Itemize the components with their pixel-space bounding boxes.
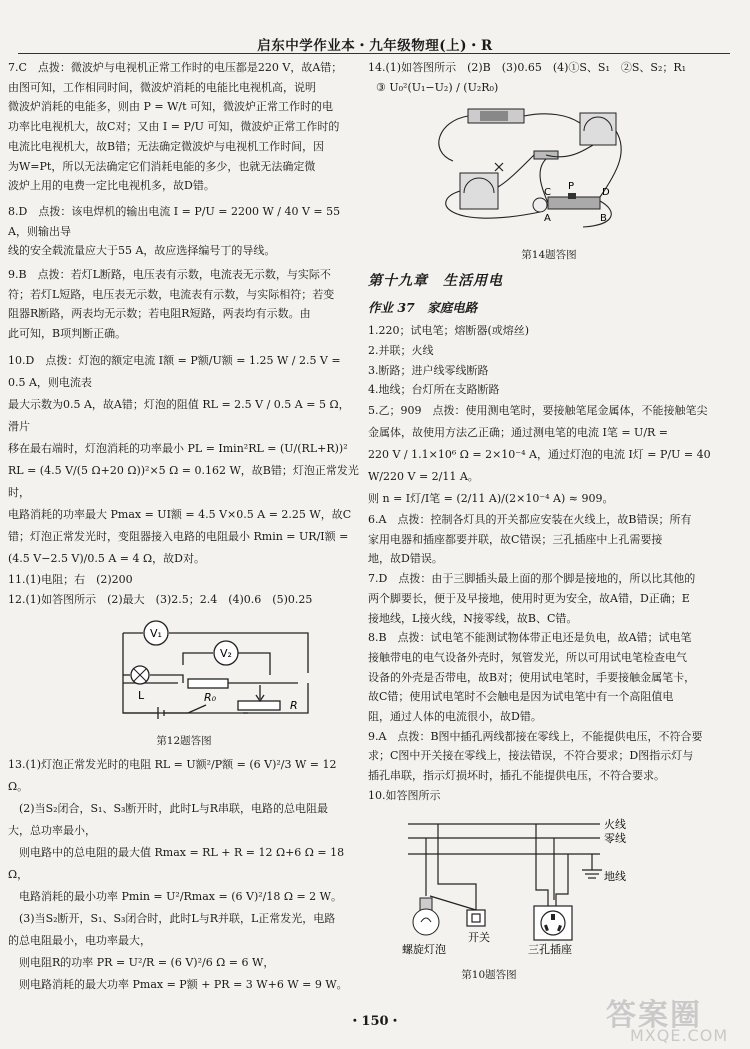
text-line: 7.C 点拨：微波炉与电视机正常工作时的电压都是220 V，故A错；	[8, 61, 343, 74]
answer-6	[368, 510, 730, 569]
answer-5	[368, 400, 730, 510]
text-line: 接触带电的电气设备外壳时，氖管发光，所以可用试电笔检查电气	[368, 650, 687, 664]
text-line: 9.B 点拨：若灯L断路，电压表有示数，电流表无示数，与实际不	[8, 268, 331, 282]
text-line: RL = (4.5 V/(5 Ω+20 Ω))²×5 Ω = 0.162 W，故B错；灯泡正常发光时，	[8, 463, 359, 499]
resistor-r0-label: R₀	[204, 691, 217, 705]
answer-q9	[8, 265, 360, 344]
text-line: 电路消耗的最小功率 Pmin = U²/Rmax = (6 V)²/18 Ω = 2 W。	[8, 889, 342, 903]
text-line: 大，总功率最小，	[8, 823, 96, 837]
answer-7	[368, 569, 730, 628]
text-line: 电路消耗的功率最大 Pmax = UI额 = 4.5 V×0.5 A = 2.25 W，故C	[8, 507, 352, 521]
text-line: 故C错；使用试电笔时不会触电是因为试电笔中有一个高阻值电	[368, 690, 674, 704]
answer-q7	[8, 58, 360, 196]
text-line: 求；C图中开关接在零线上，接法错误，不符合要求；D图指示灯与	[368, 749, 694, 763]
header-title: 启东中学作业本・九年级物理(上)・R	[257, 38, 493, 54]
answer-10: 10.如答图所示	[368, 788, 441, 802]
text-line: 则 n = I灯/I笔 = (2/11 A)/(2×10⁻⁴ A) ≈ 909。	[368, 492, 614, 506]
text-line: 为W=Pt，所以无法确定它们消耗电能的多少，也就无法确定微	[8, 159, 316, 173]
answer-q11: 11.(1)电阻；右 (2)200	[8, 572, 133, 586]
socket-label: 三孔插座	[528, 942, 572, 956]
terminal-d-label: D	[602, 187, 610, 199]
text-line: 设备的外壳是否带电，故B对；使用试电笔时，手要接触金属笔卡，	[368, 670, 696, 684]
text-line: 最大示数为0.5 A，故A错；灯泡的阻值 RL = 2.5 V / 0.5 A = 5 Ω，滑片	[8, 397, 350, 433]
text-line: 10.D 点拨：灯泡的额定电流 I额 = P额/U额 = 1.25 W / 2.5 V = 0.5 A，则电流表	[8, 353, 345, 389]
switch-label: 开关	[468, 930, 490, 944]
text-line: 移在最右端时，灯泡消耗的功率最小 PL = Imin²RL = (U/(RL+R))²	[8, 441, 348, 455]
figure-14-caption: 第14题答图	[521, 249, 577, 262]
text-line: 地，故D错误。	[368, 552, 443, 566]
left-column	[8, 58, 360, 996]
text-line: 5.乙；909 点拨：使用测电笔时，要接触笔尾金属体，不能接触笔尖	[368, 404, 708, 418]
voltmeter-v2-label: V₂	[220, 647, 232, 661]
figure-12	[8, 613, 360, 751]
header-rule	[18, 53, 730, 54]
text-line: 则电阻R的功率 PR = U²/R = (6 V)²/6 Ω = 6 W，	[8, 955, 275, 969]
terminal-c-label: C	[544, 187, 551, 199]
answer-4: 4.地线；台灯所在支路断路	[368, 383, 500, 397]
lamp-label: L	[138, 689, 145, 703]
text-line: 7.D 点拨：由于三脚插头最上面的那个脚是接地的，所以比其他的	[368, 572, 696, 586]
bulb-label: 螺旋灯泡	[402, 942, 446, 956]
text-line: 家用电器和插座都要并联，故C错误；三孔插座中上孔需要接	[368, 532, 663, 546]
text-line: 金属体，故使用方法乙正确；通过测电笔的电流 I笔 = U/R =	[368, 426, 669, 440]
slider-p-label: P	[568, 181, 575, 193]
text-line: (4.5 V−2.5 V)/0.5 A = 4 Ω，故D对。	[8, 551, 205, 565]
answer-q12: 12.(1)如答图所示 (2)最大 (3)2.5；2.4 (4)0.6 (5)0.25	[8, 592, 313, 606]
text-line: 6.A 点拨：控制各灯具的开关都应安装在火线上，故B错误；所有	[368, 513, 692, 527]
chapter-title: 第十九章 生活用电	[368, 272, 503, 289]
answer-q8	[8, 202, 360, 261]
answer-q13	[8, 754, 360, 996]
text-line: 220 V / 1.1×10⁶ Ω = 2×10⁻⁴ A，通过灯泡的电流 I灯 = P/U = 40 W/220 V = 2/11 A。	[368, 448, 715, 484]
text-line: 波炉上用的电费一定比电视机多，故D错。	[8, 179, 215, 193]
text-line: 接地线，L接火线，N接零线，故B、C错。	[368, 611, 578, 625]
figure-12-caption: 第12题答图	[156, 734, 212, 747]
text-line: 错；灯泡正常发光时，变阻器接入电路的电阻最小 Rmin = UR/I额 =	[8, 529, 349, 543]
text-line: (3)当S₂断开，S₁、S₃闭合时，此时L与R并联，L正常发光，电路	[8, 911, 336, 925]
rheostat-label: R	[290, 699, 298, 713]
text-line: (2)当S₂闭合，S₁、S₃断开时，此时L与R串联，电路的总电阻最	[8, 801, 329, 815]
text-line: 13.(1)灯泡正常发光时的电阻 RL = U额²/P额 = (6 V)²/3 W = 12 Ω。	[8, 757, 341, 793]
answer-2: 2.并联；火线	[368, 343, 434, 357]
text-line: 9.A 点拨：B图中插孔两线都接在零线上，不能提供电压，不符合要	[368, 729, 703, 743]
neutral-wire-label: 零线	[604, 831, 626, 845]
voltmeter-v1-label: V₁	[150, 627, 162, 641]
section-title: 作业 37 家庭电路	[368, 299, 478, 315]
answer-8	[368, 628, 730, 727]
watermark-url: MXQE.COM	[630, 1026, 729, 1045]
answer-9	[368, 727, 730, 786]
page-number: ・150・	[348, 1014, 402, 1029]
ground-wire-label: 地线	[604, 869, 626, 883]
household-circuit-10	[368, 810, 728, 960]
answer-q14: 14.(1)如答图所示 (2)B (3)0.65 (4)①S、S₁ ②S、S₂；R₁	[368, 61, 687, 74]
text-line: 功率比电视机大，故C对；又由 I = P/U 可知，微波炉正常工作时的	[8, 120, 340, 134]
text-line: 则电路消耗的最大功率 Pmax = P额 + PR = 3 W+6 W = 9 W。	[8, 977, 348, 991]
text-line: 阻器R断路，两表均无示数；若电阻R短路，两表均有示数。由	[8, 307, 311, 321]
live-wire-label: 火线	[604, 817, 626, 831]
answer-q14-formula: ③ U₀²(U₁−U₂) / (U₂R₀)	[376, 80, 499, 94]
answer-q10	[8, 350, 360, 570]
text-line: 符；若灯L短路，电压表无示数，电流表有示数，与实际相符；若变	[8, 287, 335, 301]
terminal-b-label: B	[600, 213, 607, 225]
text-line: 此可知，B项判断正确。	[8, 327, 127, 341]
figure-10-caption: 第10题答图	[461, 969, 517, 982]
text-line: 微波炉消耗的电能多，则由 P = W/t 可知，微波炉正常工作时的电	[8, 100, 334, 114]
text-line: 8.B 点拨：试电笔不能测试物体带正电还是负电，故A错；试电笔	[368, 631, 692, 645]
figure-10	[368, 810, 730, 986]
text-line: 由图可知，工作相同时间，微波炉消耗的电能比电视机高，说明	[8, 80, 316, 94]
text-line: 则电路中的总电阻的最大值 Rmax = RL + R = 12 Ω+6 Ω = 18 Ω，	[8, 845, 348, 881]
page-header	[0, 0, 750, 56]
text-line: 插孔串联，指示灯损坏时，插孔不能提供电压，不符合要求。	[368, 769, 665, 783]
watermark-logo: 答案圈	[606, 998, 702, 1033]
terminal-a-label: A	[544, 213, 551, 225]
answer-3: 3.断路；进户线零线断路	[368, 363, 489, 377]
text-line: 线的安全载流量应大于55 A，故应选择编号丁的导线。	[8, 244, 276, 258]
answer-1: 1.220；试电笔；熔断器(或熔丝)	[368, 324, 530, 338]
right-column	[368, 58, 730, 988]
text-line: 电流比电视机大，故B错；无法确定微波炉与电视机工作时间，因	[8, 139, 325, 153]
text-line: 8.D 点拨：该电焊机的输出电流 I = P/U = 2200 W / 40 V = 55 A，则输出导	[8, 204, 344, 238]
figure-14	[368, 101, 730, 265]
circuit-diagram-12	[8, 613, 348, 725]
text-line: 两个脚要长，便于及早接地，使用时更为安全，故A错，D正确；E	[368, 591, 690, 605]
text-line: 阻，通过人体的电流很小，故D错。	[368, 710, 542, 724]
circuit-photo-14	[368, 101, 728, 239]
text-line: 的总电阻最小，电功率最大，	[8, 933, 151, 947]
